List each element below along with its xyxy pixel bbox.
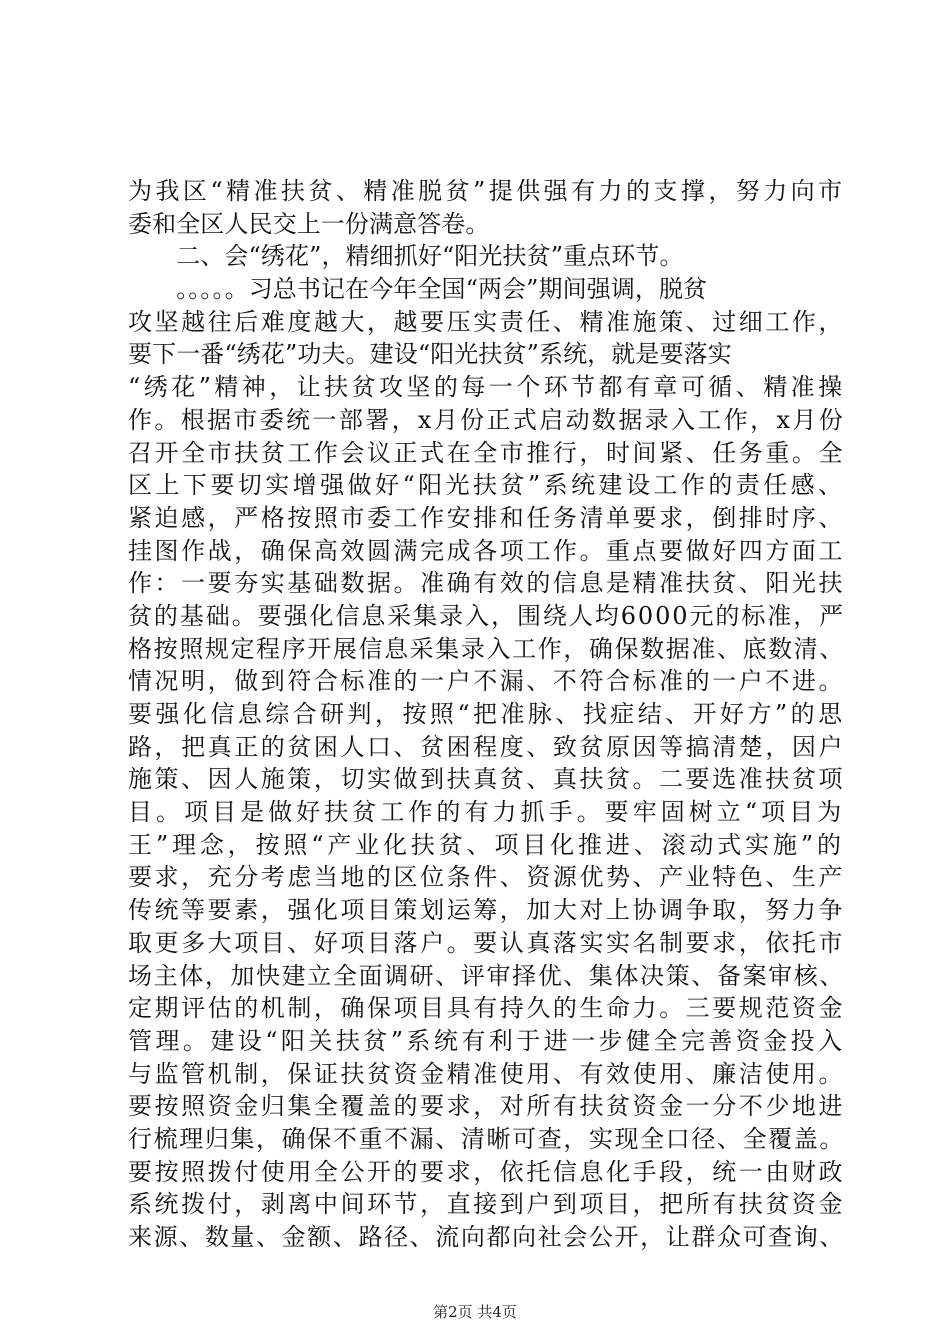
text-line: 要下一番“绣花”功夫。建设“阳光扶贫”系统，就是要落实 [128,340,732,369]
text-line: 要求，充分考虑当地的区位条件、资源优势、产业特色、生产 [128,863,845,892]
text-line: 格按照规定程序开展信息采集录入工作，确保数据准、底数清、 [128,634,845,663]
text-line: 取更多大项目、好项目落户。要认真落实实名制要求，依托市 [128,928,845,957]
text-line: 目。项目是做好扶贫工作的有力抓手。要牢固树立“项目为 [128,798,846,827]
text-line: 委和全区人民交上一份满意答卷。 [128,209,490,238]
text-line: 作。根据市委统一部署，x月份正式启动数据录入工作，x月份 [128,405,846,434]
text-line: 紧迫感，严格按照市委工作安排和任务清单要求，倒排时序、 [128,503,845,532]
text-line: 挂图作战，确保高效圆满完成各项工作。重点要做好四方面工 [128,536,845,565]
text-line: 行梳理归集，确保不重不漏、清晰可查，实现全口径、全覆盖。 [128,1124,845,1153]
text-line: “绣花”精神，让扶贫攻坚的每一个环节都有章可循、精准操 [128,373,846,402]
text-line: 要按照拨付使用全公开的要求，依托信息化手段，统一由财政 [128,1157,845,1186]
text-line: 要按照资金归集全覆盖的要求，对所有扶贫资金一分不少地进 [128,1092,845,1121]
text-line: 攻坚越往后难度越大，越要压实责任、精准施策、过细工作， [128,307,845,336]
page-footer: 第2页 共4页 [433,1303,517,1321]
text-line: 传统等要素，强化项目策划运筹，加大对上协调争取，努力争 [128,896,845,925]
text-line: 王”理念，按照“产业化扶贫、项目化推进、滚动式实施”的 [128,830,845,859]
text-line: 召开全市扶贫工作会议正式在全市推行，时间紧、任务重。全 [128,438,845,467]
text-line: 区上下要切实增强做好“阳光扶贫”系统建设工作的责任感、 [128,471,846,500]
text-line: 系统拨付，剥离中间环节，直接到户到项目，把所有扶贫资金 [128,1190,845,1219]
text-line: 要强化信息综合研判，按照“把准脉、找症结、开好方”的思 [128,700,846,728]
text-line: 路，把真正的贫困人口、贫困程度、致贫原因等搞清楚，因户 [128,732,845,761]
text-line: 贫的基础。要强化信息采集录入，围绕人均6000元的标准，严 [128,601,846,630]
text-line: 来源、数量、金额、路径、流向都向社会公开，让群众可查询、 [128,1223,845,1251]
text-line: 为我区“精准扶贫、精准脱贫”提供强有力的支撑，努力向市 [128,177,846,205]
body-text [128,175,848,1254]
text-line: 与监管机制，保证扶贫资金精准使用、有效使用、廉洁使用。 [128,1059,845,1088]
text-line: 施策、因人施策，切实做到扶真贫、真扶贫。二要选准扶贫项 [128,765,845,794]
text-line: 定期评估的机制，确保项目具有持久的生命力。三要规范资金 [128,994,845,1023]
text-line: 情况明，做到符合标准的一户不漏、不符合标准的一户不进。 [128,667,845,696]
text-line: 。。。。。习总书记在今年全国“两会”期间强调，脱贫 [128,275,708,304]
text-line: 管理。建设“阳关扶贫”系统有利于进一步健全完善资金投入 [128,1026,846,1055]
text-line: 作：一要夯实基础数据。准确有效的信息是精准扶贫、阳光扶 [128,569,845,598]
text-line: 场主体，加快建立全面调研、评审择优、集体决策、备案审核、 [128,961,845,990]
text-line: 二、会“绣花”，精细抓好“阳光扶贫”重点环节。 [128,242,684,271]
